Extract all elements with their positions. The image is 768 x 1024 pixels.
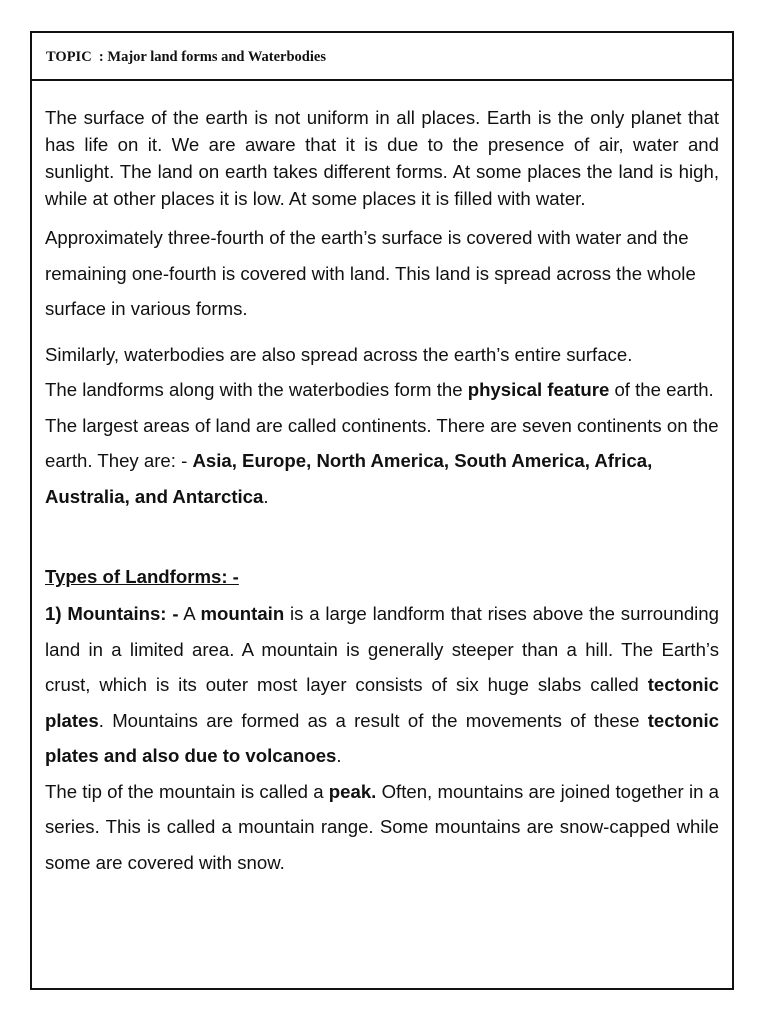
continents-text-after: . [263, 485, 269, 507]
physical-feature-term: physical feature [467, 379, 610, 400]
continents-sentence [45, 408, 719, 515]
peak-term: peak. [328, 780, 377, 802]
intro-paragraph: The surface of the earth is not uniform in all places. Earth is the only planet that has life on it. We are aware that it is due to the presence of air, water and sunlight. The land on earth takes different forms. At some places the land is high, while at other places it is low. At some places it is filled with water. [45, 107, 719, 209]
continents-list: Asia, Europe, North America, South America, Africa, Australia, and Antarctica [45, 450, 653, 507]
mountains-block [45, 603, 719, 766]
peak-text-before: The tip of the mountain is called a [45, 780, 329, 802]
waterbodies-sentence: Similarly, waterbodies are also spread across the earth’s entire surface. [45, 343, 633, 365]
waterbodies-paragraph [45, 337, 719, 515]
continents-text-before: The largest areas of land are called continents. There are seven continents on the earth. They are: - [45, 414, 719, 471]
tectonic-volcanoes-term: tectonic plates and also due to volcanoes [45, 709, 719, 766]
mountains-text-4: . [336, 745, 342, 766]
mountains-label: 1) Mountains: - [45, 603, 179, 624]
mountains-text-1: A [178, 603, 201, 624]
topic-separator: : [98, 49, 104, 65]
mountains-text-3: . Mountains are formed as a result of the movements of these [98, 709, 648, 731]
page-frame [30, 31, 734, 990]
physical-text-before: The landforms along with the waterbodies form the [45, 379, 468, 400]
coverage-paragraph: Approximately three-fourth of the earth’s surface is covered with water and the remaining one-fourth is covered with land. This land is spread across the whole surface in various forms. [45, 227, 696, 319]
mountain-term: mountain [200, 603, 285, 624]
types-heading: Types of Landforms: - [45, 566, 239, 587]
mountains-text-2: is a large landform that rises above the surrounding land in a limited area. A mountain is generally steeper than a hill. The Earth’s crust, which is its outer most layer consists of six huge slabs called [45, 603, 719, 695]
peak-sentence [45, 774, 719, 881]
peak-text-after: Often, mountains are joined together in a series. This is called a mountain range. Some mountains are snow-capped while some are covered with snow. [45, 780, 719, 873]
mountains-paragraph [45, 596, 719, 880]
topic-title: Major land forms and Waterbodies [107, 49, 326, 65]
topic-header [32, 33, 732, 81]
tectonic-plates-term: tectonic plates [45, 674, 719, 731]
document-body [32, 104, 732, 880]
topic-label: TOPIC [46, 49, 92, 65]
physical-feature-sentence [45, 372, 719, 408]
physical-text-after: of the earth. [609, 379, 714, 400]
